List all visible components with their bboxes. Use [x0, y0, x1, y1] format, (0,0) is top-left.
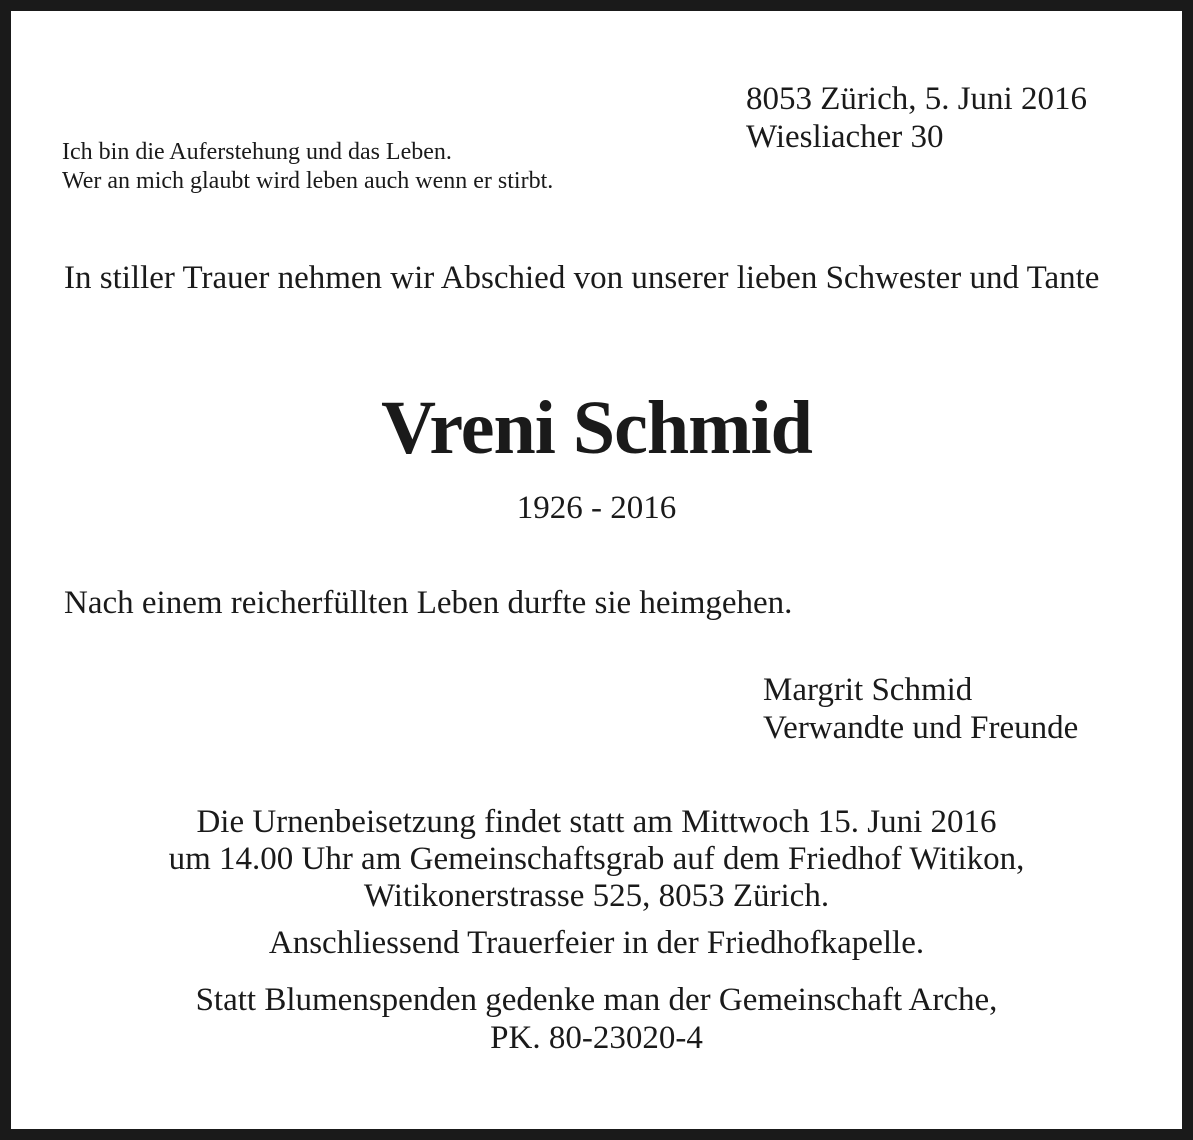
donation-line-1: Statt Blumenspenden gedenke man der Gemeinschaft Arche,: [195, 982, 998, 1018]
donation-account: PK. 80-23020-4: [490, 1020, 703, 1056]
funeral-line-3: Witikonerstrasse 525, 8053 Zürich.: [363, 878, 830, 914]
farewell-text: Nach einem reicherfüllten Leben durfte sie heimgehen.: [64, 585, 793, 621]
street-address: Wiesliacher 30: [746, 119, 944, 155]
mourners-signature: [763, 671, 1078, 747]
verse-line-1: Ich bin die Auferstehung und das Leben.: [62, 139, 452, 165]
mourner-name: Margrit Schmid: [763, 672, 973, 708]
funeral-line-2: um 14.00 Uhr am Gemeinschaftsgrab auf dem Friedhof Witikon,: [168, 841, 1025, 877]
deceased-name: Vreni Schmid: [381, 386, 812, 470]
funeral-details: [0, 804, 1193, 915]
funeral-line-1: Die Urnenbeisetzung findet statt am Mittwoch 15. Juni 2016: [196, 804, 997, 840]
place-date-address: [746, 80, 1087, 156]
bible-verse: [62, 138, 553, 196]
donation-note: [0, 981, 1193, 1057]
mourner-relatives: Verwandte und Freunde: [763, 710, 1079, 746]
mourning-intro: In stiller Trauer nehmen wir Abschied von unserer lieben Schwester und Tante: [64, 260, 1100, 296]
place-date: 8053 Zürich, 5. Juni 2016: [746, 81, 1087, 117]
ceremony-note: Anschliessend Trauerfeier in der Friedhofkapelle.: [268, 925, 925, 961]
verse-line-2: Wer an mich glaubt wird leben auch wenn er stirbt.: [62, 168, 554, 194]
life-years: 1926 - 2016: [516, 490, 677, 526]
